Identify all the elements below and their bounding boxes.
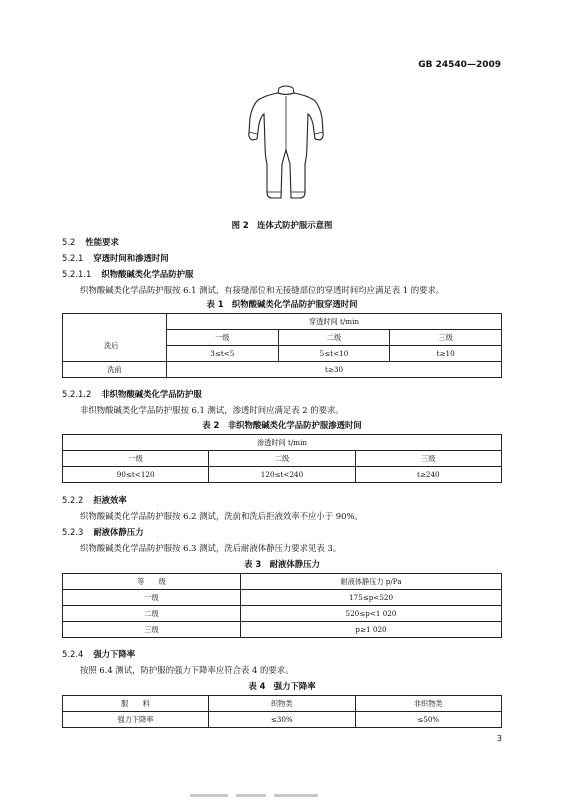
paragraph: 非织物酸碱类化学品防护服按 6.1 测试，渗透时间应满足表 2 的要求。 [80, 405, 344, 415]
section-5-2-2 [62, 494, 127, 506]
table-cell: 一级 [63, 590, 241, 606]
table-caption: 表 2 非织物酸碱类化学品防护服渗透时间 [202, 420, 362, 430]
row-label: 洗后 [104, 341, 119, 350]
section-number: 5.2 [62, 237, 76, 247]
section-title: 织物酸碱类化学品防护服 [101, 269, 194, 279]
section-number: 5.2.4 [62, 649, 84, 659]
table-cell: 一级 [63, 451, 209, 467]
section-title: 穿透时间和渗透时间 [93, 253, 169, 263]
section-title: 拒液效率 [93, 495, 127, 505]
section-5-2 [62, 236, 119, 248]
table-cell: 二级 [278, 330, 390, 346]
section-5-2-1 [62, 252, 169, 264]
paragraph: 织物酸碱类化学品防护服按 6.1 测试，有接缝部位和无接缝部位的穿透时间均应满足表 1 的要求。 [80, 285, 445, 295]
table-header: 服 料 [63, 696, 209, 712]
section-number: 5.2.1 [62, 253, 84, 263]
table-cell: 二级 [209, 451, 355, 467]
table-header: 非织物类 [355, 696, 502, 712]
section-5-2-1-1 [62, 268, 193, 280]
table-cell [63, 314, 167, 362]
coverall-icon [246, 84, 326, 209]
table-2 [62, 434, 502, 483]
table-cell: ≤50% [355, 712, 502, 728]
table-3 [62, 573, 502, 638]
section-title: 非织物酸碱类化学品防护服 [101, 389, 202, 399]
table-cell: 90≤t<120 [63, 467, 209, 483]
table-cell: t≥240 [355, 467, 501, 483]
section-5-2-3 [62, 526, 144, 538]
table-header: 织物类 [209, 696, 356, 712]
table-cell: 二级 [63, 606, 241, 622]
table-cell: 520≤p<1 020 [241, 606, 502, 622]
section-number: 5.2.2 [62, 495, 84, 505]
table-cell: 三级 [390, 330, 502, 346]
table-caption: 表 3 耐液体静压力 [244, 559, 320, 569]
figure-caption: 图 2 连体式防护服示意图 [231, 220, 333, 230]
section-title: 强力下降率 [93, 649, 136, 659]
section-title: 性能要求 [85, 237, 119, 247]
paragraph: 织物酸碱类化学品防护服按 6.2 测试，洗前和洗后拒液效率不应小于 90%。 [80, 511, 363, 521]
paragraph: 织物酸碱类化学品防护服按 6.3 测试，洗后耐液体静压力要求见表 3。 [80, 543, 342, 553]
table-cell: 强力下降率 [63, 712, 209, 728]
section-5-2-4 [62, 648, 135, 660]
table-cell: 三级 [63, 622, 241, 638]
table-cell: 三级 [355, 451, 501, 467]
table-cell: ≤30% [209, 712, 356, 728]
page-number: 3 [496, 734, 502, 743]
table-1 [62, 313, 502, 378]
table-header: 耐液体静压力 p/Pa [241, 574, 502, 590]
section-5-2-1-2 [62, 388, 202, 400]
table-caption: 表 1 织物酸碱类化学品防护服穿透时间 [206, 299, 358, 309]
table-4 [62, 695, 502, 728]
table-caption: 表 4 强力下降率 [248, 681, 316, 691]
table-cell: p≥1 020 [241, 622, 502, 638]
table-cell: 120≤t<240 [209, 467, 355, 483]
table-cell: 3≤t<5 [167, 346, 279, 362]
table-cell: t≥10 [390, 346, 502, 362]
footer-watermark [190, 785, 370, 795]
section-title: 耐液体静压力 [93, 527, 144, 537]
section-number: 5.2.1.2 [62, 389, 92, 399]
section-number: 5.2.3 [62, 527, 84, 537]
section-number: 5.2.1.1 [62, 269, 92, 279]
standard-number: GB 24540—2009 [418, 60, 501, 70]
table-header: 渗透时间 t/min [63, 435, 502, 451]
table-cell: 175≤p<520 [241, 590, 502, 606]
table-cell: 洗前 [63, 362, 167, 378]
paragraph: 按照 6.4 测试，防护服的强力下降率应符合表 4 的要求。 [80, 665, 294, 675]
table-cell: 5≤t<10 [278, 346, 390, 362]
table-header: 穿透时间 t/min [167, 314, 502, 330]
table-cell: t≥30 [167, 362, 502, 378]
table-header: 等 级 [63, 574, 241, 590]
table-cell: 一级 [167, 330, 279, 346]
